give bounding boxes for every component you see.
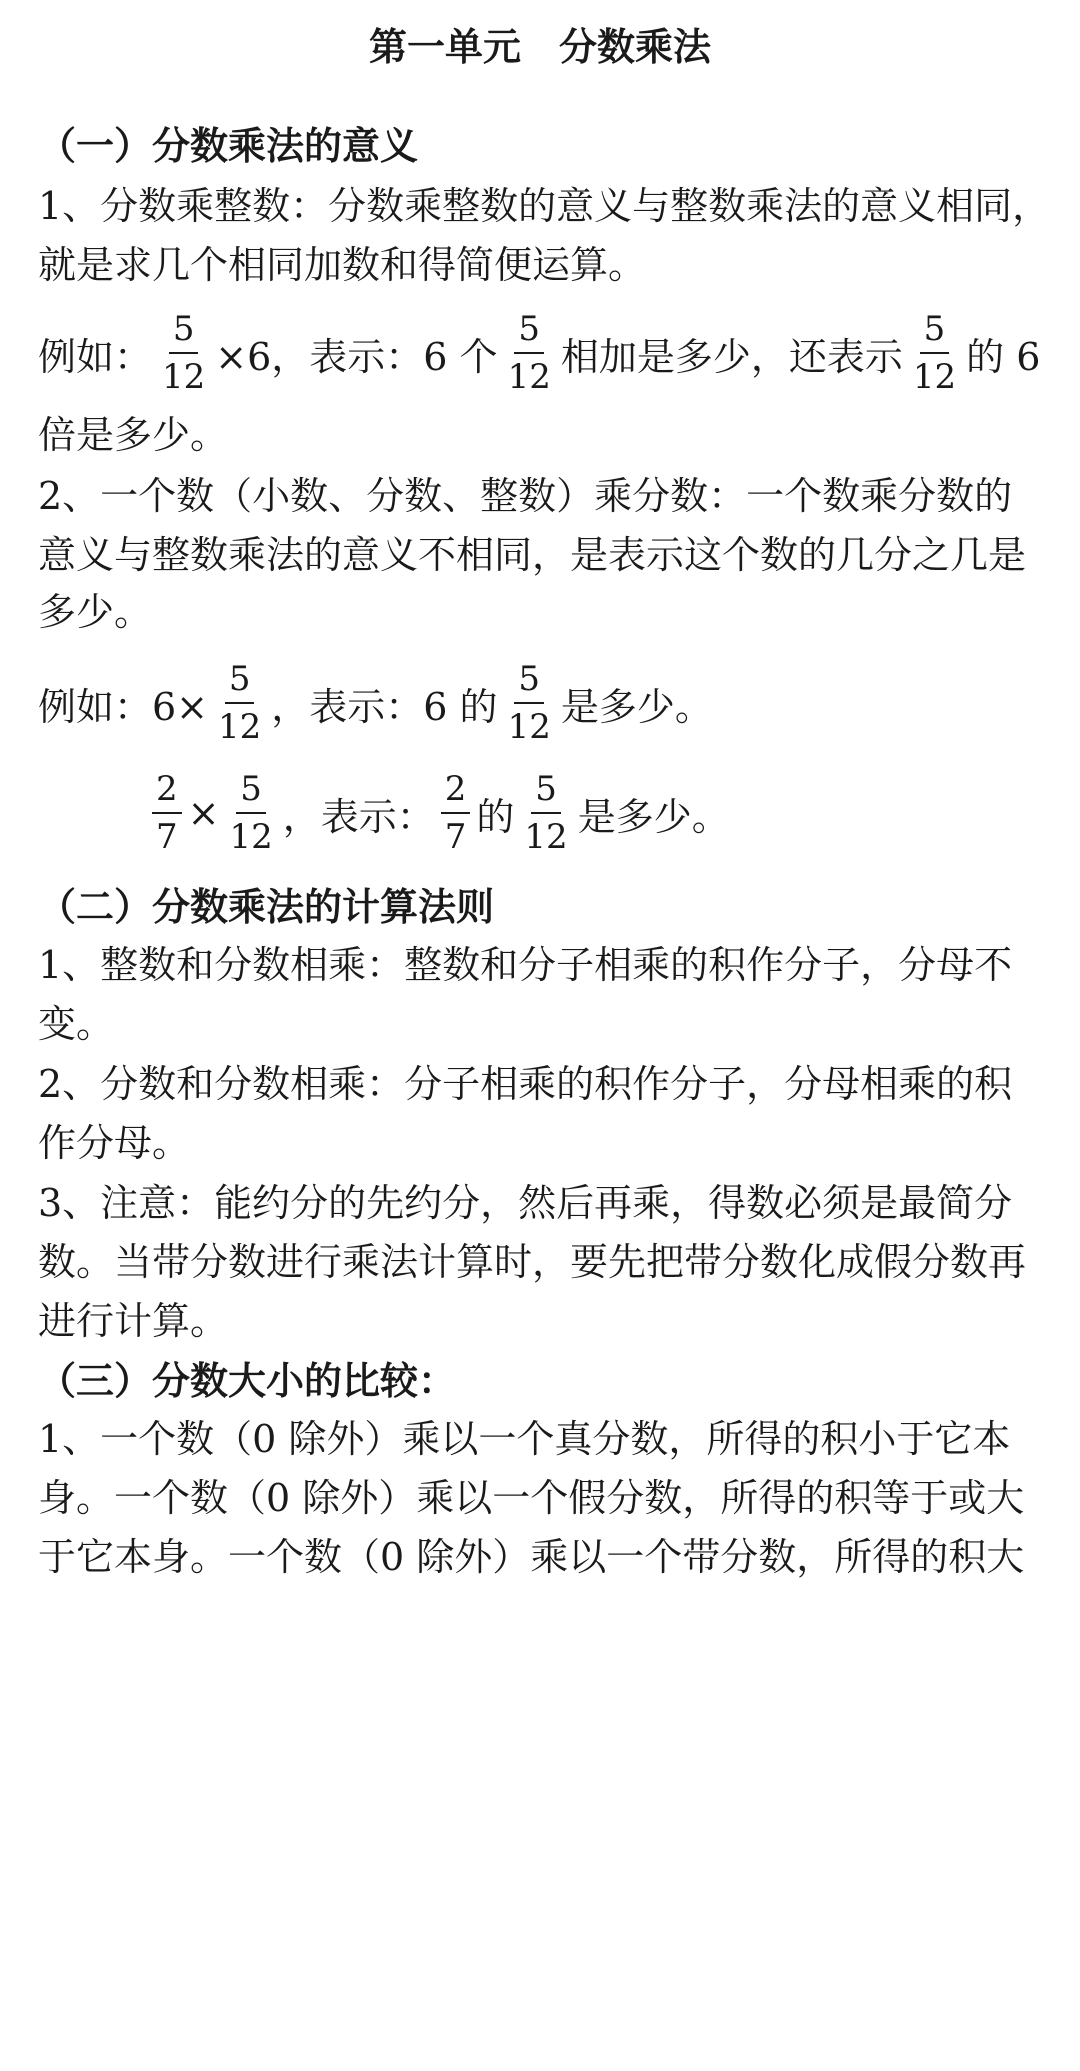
section-3-heading: （三）分数大小的比较： <box>38 1359 457 1403</box>
numerator: 5 <box>514 312 544 354</box>
paragraph-line: 倍是多少。 <box>38 413 229 457</box>
example-text: 是多少。 <box>560 684 713 729</box>
paragraph-line: 数。当带分数进行乘法计算时，要先把带分数化成假分数再 <box>38 1240 1027 1284</box>
numerator: 5 <box>236 772 266 814</box>
fraction <box>214 659 265 747</box>
example-1 <box>38 309 1041 397</box>
denominator: 12 <box>229 817 273 857</box>
denominator: 7 <box>156 817 178 857</box>
fraction <box>158 309 209 397</box>
numerator: 5 <box>514 662 544 704</box>
example-text: ，表示： <box>282 794 435 839</box>
paragraph-line: 2、分数和分数相乘：分子相乘的积作分子，分母相乘的积 <box>38 1062 1013 1106</box>
paragraph-line: 意义与整数乘法的意义不相同，是表示这个数的几分之几是 <box>38 533 1027 577</box>
example-2 <box>38 659 713 747</box>
fraction <box>225 769 276 857</box>
example-text: 的 <box>476 794 515 839</box>
denominator: 7 <box>444 817 467 857</box>
example-3 <box>146 769 730 857</box>
section-1-heading: （一）分数乘法的意义 <box>38 124 419 168</box>
paragraph-line: 2、一个数（小数、分数、整数）乘分数：一个数乘分数的 <box>38 474 1013 518</box>
fraction <box>520 769 571 857</box>
numerator: 5 <box>169 312 199 354</box>
numerator: 2 <box>441 772 471 814</box>
fraction <box>152 769 182 857</box>
example-text: 的 6 <box>966 334 1041 379</box>
denominator: 12 <box>218 707 262 747</box>
numerator: 5 <box>920 312 950 354</box>
numerator: 5 <box>225 662 255 704</box>
fraction <box>441 769 471 857</box>
example-text: ，表示：6 的 <box>271 684 498 729</box>
example-text: 相加是多少，还表示 <box>560 334 903 379</box>
example-prefix: 例如：6× <box>38 684 209 729</box>
times-sign: × <box>187 791 220 835</box>
paragraph-line: 就是求几个相同加数和得简便运算。 <box>38 243 647 287</box>
denominator: 12 <box>507 357 551 397</box>
example-text: 是多少。 <box>577 794 730 839</box>
section-2-heading: （二）分数乘法的计算法则 <box>38 885 495 929</box>
page-title: 第一单元 分数乘法 <box>368 25 711 69</box>
fraction <box>504 659 555 747</box>
numerator: 5 <box>531 772 561 814</box>
paragraph-line: 变。 <box>38 1002 115 1046</box>
paragraph-line: 3、注意：能约分的先约分，然后再乘，得数必须是最简分 <box>38 1181 1013 1225</box>
denominator: 12 <box>507 707 551 747</box>
paragraph-line: 于它本身。一个数（0 除外）乘以一个带分数，所得的积大 <box>38 1535 1025 1579</box>
paragraph-line: 作分母。 <box>38 1121 191 1165</box>
paragraph-line: 1、分数乘整数：分数乘整数的意义与整数乘法的意义相同， <box>38 184 1051 228</box>
paragraph-line: 1、一个数（0 除外）乘以一个真分数，所得的积小于它本 <box>38 1417 1011 1461</box>
fraction <box>909 309 960 397</box>
example-prefix: 例如： <box>38 334 153 379</box>
paragraph-line: 1、整数和分数相乘：整数和分子相乘的积作分子，分母不 <box>38 943 1013 987</box>
paragraph-line: 身。一个数（0 除外）乘以一个假分数，所得的积等于或大 <box>38 1476 1025 1520</box>
denominator: 12 <box>524 817 568 857</box>
numerator: 2 <box>152 772 182 814</box>
paragraph-line: 进行计算。 <box>38 1299 229 1343</box>
denominator: 12 <box>162 357 206 397</box>
example-text: ×6，表示：6 个 <box>215 334 498 379</box>
denominator: 12 <box>912 357 957 397</box>
fraction <box>504 309 555 397</box>
paragraph-line: 多少。 <box>38 590 153 634</box>
